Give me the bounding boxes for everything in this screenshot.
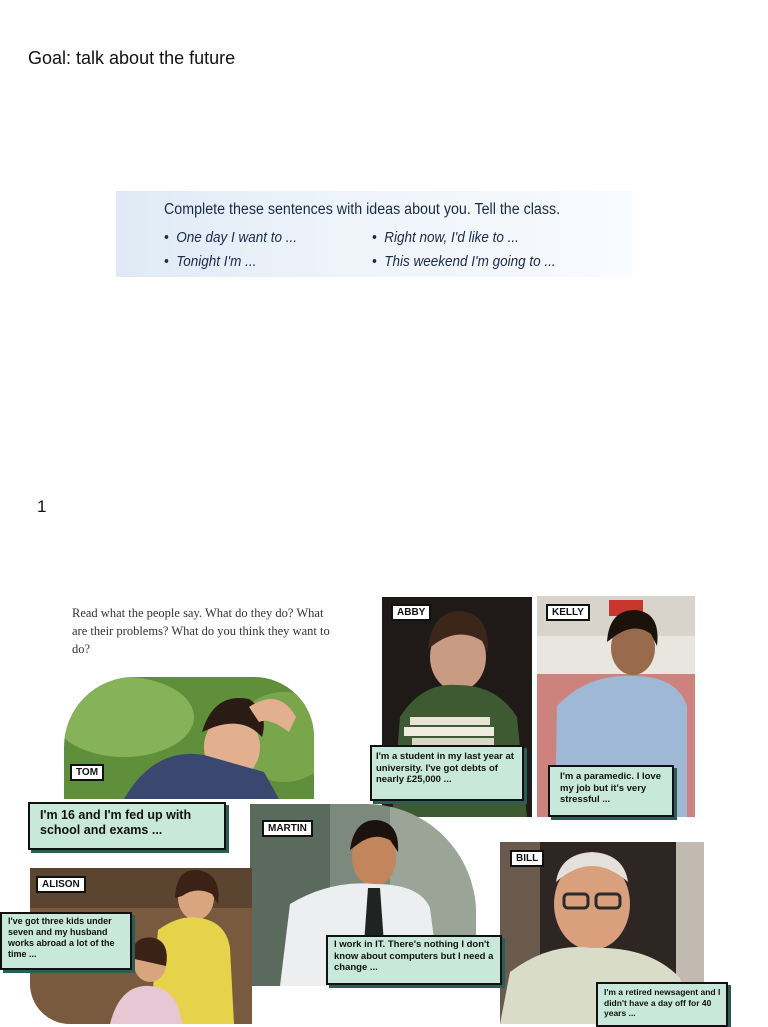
bill-speech-bubble: I'm a retired newsagent and I didn't have a day off for 40 years ...: [596, 982, 728, 1027]
tom-name-tag: TOM: [70, 764, 104, 781]
goal-heading: Goal: talk about the future: [28, 48, 236, 68]
alison-name-tag: ALISON: [36, 876, 86, 893]
intro-text: Read what the people say. What do they do? What are their problems? What do you think they want to do?: [72, 606, 330, 656]
kelly-name-tag: KELLY: [546, 604, 590, 621]
abby-name-tag: ABBY: [391, 604, 431, 621]
martin-speech-bubble: I work in IT. There's nothing I don't know about computers but I need a change ...: [326, 935, 502, 985]
task-bullet: • Right now, I'd like to ...: [372, 229, 519, 246]
bill-name-tag: BILL: [510, 850, 544, 867]
task-bullet: • Tonight I'm ...: [164, 253, 257, 270]
alison-speech-bubble: I've got three kids under seven and my husband works abroad a lot of the time ...: [0, 912, 132, 970]
task-box: [116, 191, 632, 277]
task-bullet: • One day I want to ...: [164, 229, 298, 246]
kelly-speech-bubble: I'm a paramedic. I love my job but it's very stressful ...: [548, 765, 674, 817]
abby-speech-bubble: I'm a student in my last year at university. I've got debts of nearly £25,000 ...: [370, 745, 524, 801]
task-bullet: • This weekend I'm going to ...: [372, 253, 556, 270]
task-title: Complete these sentences with ideas about you. Tell the class.: [164, 201, 561, 218]
martin-name-tag: MARTIN: [262, 820, 313, 837]
page-number: 1: [37, 497, 47, 516]
tom-speech-bubble: I'm 16 and I'm fed up with school and exams ...: [28, 802, 226, 850]
